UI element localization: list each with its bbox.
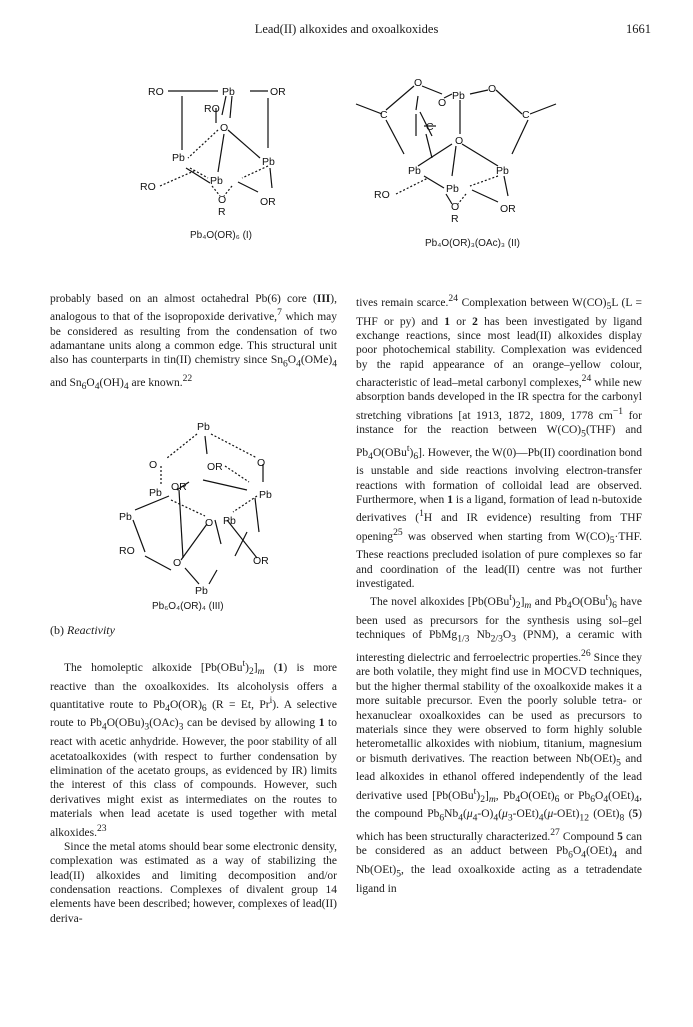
figure-caption-1: Pb₄O(OR)₆ (I) — [190, 230, 253, 241]
atom-label: O — [488, 83, 497, 95]
atom-label: OR — [260, 196, 276, 208]
atom-label: Pb — [197, 421, 210, 433]
atom-label: O — [257, 457, 266, 469]
figure-caption-3: Pb₆O₄(OR)₄ (III) — [152, 601, 224, 612]
atom-label: Pb — [195, 585, 208, 597]
paragraph: Since the metal atoms should bear some electronic density, complexation was estimated as a way of stabilizing the lead(II) alkoxides and limiting decomposition and/or condensation reactions. Complexes of divalent group 14 elements have been described; however, complexes of lead(II) deriva- — [50, 840, 337, 925]
atom-label: O — [218, 194, 227, 206]
atom-label: Pb — [149, 487, 162, 499]
atom-label: C — [522, 109, 530, 121]
atom-label: OR — [270, 86, 286, 98]
section-title: Reactivity — [67, 623, 115, 637]
atom-label: O — [438, 97, 447, 109]
section-heading — [50, 623, 115, 638]
atom-label: Pb — [262, 156, 275, 168]
atom-label: R — [451, 213, 459, 225]
atom-label: Pb — [259, 489, 272, 501]
atom-label: R — [218, 206, 226, 218]
atom-label: O — [173, 557, 182, 569]
atom-label: O — [220, 122, 229, 134]
atom-label: RO — [140, 181, 156, 193]
atom-label: Pb — [446, 183, 459, 195]
atom-label: Pb — [119, 511, 132, 523]
running-title: Lead(II) alkoxides and oxoalkoxides — [254, 22, 439, 36]
paragraph: The novel alkoxides $[Pb(OBu^t)_2]_m$ and $Pb_4O(OBu^t)_6$ have been used as precursors for the synthesis using sol–gel techniques of PbMg$_{1/3}$ $Nb_{2/3}O_3$ (PNM), a ceramic with interesting dielectric and ferroelectric properties.$^{26}$ Since they are both volatile, they might find use in MOCVD techniques, but the higher thermal stability of the oxoalkoxide makes it a more suitable precursor. Even the poorly soluble tetra- or hexanuclear oxoalkoxides can be used as precursors to materials since they were observed to form highly soluble heterometallic alkoxides with niobium, titanium, magnesium or bismuth derivatives. The reaction between $Nb(OEt)_5$ and lead alkoxides in ethanol offered independently of the lead derivative used $[Pb(OBu^t)_2]_m$, $Pb_4O(OEt)_6$ or $Pb_6O_4(OEt)_4$, the compound $Pb_6Nb_4(\mu_4-O)_4(\mu_3-OEt)_4(\mu-OEt)_{12}$ $(OEt)_8$ (5) which has been structurally characterized.$^{27}$ Compound 5 can be considered as an adduct between $Pb_6O_4(OEt)_4$ and $Nb(OEt)_5$, the lead oxoalkoxide acting as a tetradendate ligand in — [356, 592, 642, 895]
structure-figure-2 — [352, 72, 572, 252]
structure-figure-3 — [115, 420, 315, 600]
right-column — [356, 292, 642, 896]
atom-label: O — [149, 459, 158, 471]
page-number: 1661 — [626, 22, 651, 36]
atom-label: OR — [500, 203, 516, 215]
atom-label: Pb — [223, 515, 236, 527]
left-column-top — [50, 292, 337, 395]
atom-label: OR — [171, 481, 187, 493]
structure-figure-1 — [120, 68, 340, 243]
atom-label: Pb — [222, 86, 235, 98]
atom-label: O — [451, 201, 460, 213]
left-column-bottom — [50, 657, 337, 926]
atom-label: O — [414, 77, 423, 89]
paragraph: probably based on an almost octahedral Pb(6) core (III), analogous to that of the isopropoxide derivative,$^7$ which may be considered as resulting from the condensation of two adamantane units along a common edge. This structural unit also has counterparts in tin(II) chemistry since $Sn_6O_4(OMe)_4$ and $Sn_6O_4(OH)_4$ are known.$^{22}$ — [50, 293, 337, 393]
paragraph: The homoleptic alkoxide $[Pb(OBu^t)_2]_m$ (1) is more reactive than the oxoalkoxides. Its alcoholysis offers a quantitative route to $Pb_4O(OR)_6$ (R = Et, Pr$^i$). A selective route to $Pb_4O(OBu)_3(OAc)_3$ can be devised by allowing 1 to react with acetic anhydride. However, the poor stability of all acetatoalkoxides (with respect to further condensation by elimination of the acetato groups, as evidenced by IR) limits the interest of this class of compounds. However, such derivatives might exist as intermediates on the routes to materials when lead acetate is used together with metal alkoxides.$^{23}$ — [50, 658, 337, 839]
atom-label: O — [455, 135, 464, 147]
section-number: (b) — [50, 623, 64, 637]
atom-label: OR — [253, 555, 269, 567]
atom-label: C — [380, 109, 388, 121]
atom-label: Pb — [452, 90, 465, 102]
atom-label: RO — [374, 189, 390, 201]
atom-label: C — [426, 121, 434, 133]
atom-label: RO — [119, 545, 135, 557]
atom-label: Pb — [408, 165, 421, 177]
atom-label: Pb — [210, 175, 223, 187]
atom-label: RO — [204, 103, 220, 115]
atom-label: O — [205, 517, 214, 529]
figure-caption-2: Pb₄O(OR)₃(OAc)₃ (II) — [425, 238, 520, 249]
atom-label: RO — [148, 86, 164, 98]
atom-label: OR — [207, 461, 223, 473]
atom-label: Pb — [496, 165, 509, 177]
atom-label: Pb — [172, 152, 185, 164]
paragraph: tives remain scarce.$^{24}$ Complexation between $W(CO)_5L$ (L = THF or py) and 1 or 2 has been investigated by ligand exchange reactions, since most lead(II) alkoxides display poor photochemical stability. Complexation was evidenced by the rapid appearance of an orange–yellow colour, characteristic of lead–metal carbonyl complexes,$^{24}$ while new absorption bands developed in the IR spectra for the carbonyl stretching vibrations [at 1913, 1872, 1809, 1778 $cm^{-1}$ for instance for the reaction between $W(CO)_5(THF)$ and $Pb_4O(OBu^t)_6$]. However, the W(0)—Pb(II) coordination bond is unstable and side reactions involving electron-transfer reactions with formation of colloidal lead are observed. Furthermore, when 1 is a ligand, formation of lead n-butoxide derivatives ($^1$H and IR evidence) resulting from THF opening$^{25}$ was observed when starting from $W(CO)_5\cdot THF$. These reactions precluded isolation of pure complexes so far and coordination of the lead(II) centre was not further investigated. — [356, 293, 642, 591]
